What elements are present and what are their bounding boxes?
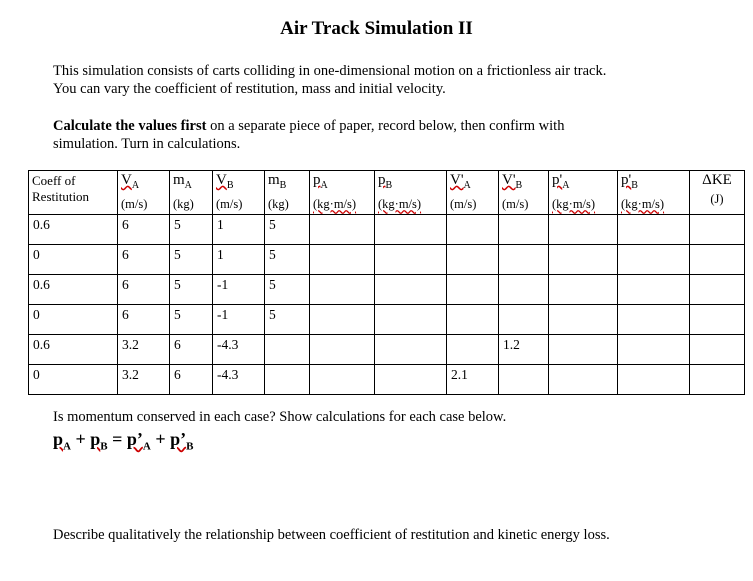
table-cell: 0: [29, 305, 118, 335]
table-cell: 6: [170, 335, 213, 365]
table-row: [29, 245, 745, 275]
table-cell: [447, 245, 499, 275]
table-cell: 5: [265, 215, 310, 245]
intro-paragraph: [53, 62, 713, 98]
eq-pb: $p_B$: [90, 429, 108, 453]
table-cell: 5: [170, 275, 213, 305]
table-cell: 5: [265, 245, 310, 275]
table-cell: [447, 335, 499, 365]
intro-line-1: This simulation consists of carts colliding in one-dimensional motion on a frictionless air track.: [53, 63, 607, 79]
table-cell: 6: [118, 275, 170, 305]
table-cell: [549, 365, 618, 395]
table-row: [29, 275, 745, 305]
table-cell: [310, 215, 375, 245]
table-cell: [618, 275, 690, 305]
table-cell: 0.6: [29, 275, 118, 305]
instructions-line-2: simulation. Turn in calculations.: [53, 136, 241, 152]
table-cell: 0: [29, 365, 118, 395]
table-cell: 0.6: [29, 215, 118, 245]
table-cell: [265, 335, 310, 365]
table-cell: [690, 365, 745, 395]
table-cell: [310, 275, 375, 305]
table-cell: [499, 245, 549, 275]
table-cell: [375, 275, 447, 305]
question-restitution: Describe qualitatively the relationship between coefficient of restitution and kinetic energy loss.: [53, 527, 610, 543]
table-cell: [690, 215, 745, 245]
table-cell: [310, 245, 375, 275]
header-col-4: $m_B$ (kg): [265, 171, 310, 215]
table-cell: [549, 335, 618, 365]
table-cell: [265, 365, 310, 395]
page-title: Air Track Simulation II: [280, 18, 473, 39]
header-col-5: $p_A$ (kg·m/s): [310, 171, 375, 215]
table-cell: [549, 215, 618, 245]
table-cell: [499, 365, 549, 395]
header-col-2: $m_A$ (kg): [170, 171, 213, 215]
header-coeff: Coeff of Restitution: [29, 171, 118, 215]
table-cell: [499, 275, 549, 305]
table-cell: 3.2: [118, 335, 170, 365]
table-cell: [549, 245, 618, 275]
header-col-11: ΔKE (J): [690, 171, 745, 215]
table-cell: [310, 305, 375, 335]
table-cell: [690, 305, 745, 335]
table-header-row: [29, 171, 745, 215]
table-cell: [618, 215, 690, 245]
table-cell: [447, 305, 499, 335]
table-cell: [618, 245, 690, 275]
table-cell: [549, 305, 618, 335]
table-row: [29, 305, 745, 335]
table-cell: 5: [170, 215, 213, 245]
table-cell: [618, 365, 690, 395]
header-col-9: $p'_A$ (kg·m/s): [549, 171, 618, 215]
eq-pb-prime: $p’_B$: [170, 429, 194, 453]
table-cell: [375, 215, 447, 245]
table-cell: -1: [213, 275, 265, 305]
header-col-3: $V_B$ (m/s): [213, 171, 265, 215]
intro-line-2: You can vary the coefficient of restitution, mass and initial velocity.: [53, 81, 446, 97]
header-col-10: $p'_B$ (kg·m/s): [618, 171, 690, 215]
header-col-7: $V'_A$ (m/s): [447, 171, 499, 215]
table-cell: [690, 335, 745, 365]
table-cell: [690, 245, 745, 275]
data-table: [28, 170, 745, 395]
table-cell: [499, 215, 549, 245]
header-col-1: $V_A$ (m/s): [118, 171, 170, 215]
table-cell: 6: [170, 365, 213, 395]
table-row: [29, 335, 745, 365]
header-col-6: $p_B$ (kg·m/s): [375, 171, 447, 215]
table-cell: 2.1: [447, 365, 499, 395]
table-cell: 5: [265, 275, 310, 305]
table-cell: 6: [118, 245, 170, 275]
table-cell: 5: [265, 305, 310, 335]
table-cell: -1: [213, 305, 265, 335]
table-cell: [310, 335, 375, 365]
table-cell: 0.6: [29, 335, 118, 365]
instructions-rest: on a separate piece of paper, record below, then confirm with: [206, 118, 565, 134]
table-row: [29, 215, 745, 245]
momentum-equation: $p_A + p_B$ = $p’_A$ + $p’_B$: [53, 429, 194, 453]
eq-pa-prime: $p’_A$: [126, 429, 151, 453]
table-cell: [375, 365, 447, 395]
table-cell: 5: [170, 305, 213, 335]
table-cell: [447, 275, 499, 305]
table-cell: 1: [213, 245, 265, 275]
table-cell: 1.2: [499, 335, 549, 365]
table-cell: -4.3: [213, 365, 265, 395]
table-cell: [375, 335, 447, 365]
table-cell: [618, 305, 690, 335]
table-cell: -4.3: [213, 335, 265, 365]
instructions-bold: Calculate the values first: [53, 118, 207, 134]
question-momentum: Is momentum conserved in each case? Show calculations for each case below.: [53, 409, 507, 425]
instructions-paragraph: [53, 117, 713, 153]
table-cell: [690, 275, 745, 305]
table-cell: 5: [170, 245, 213, 275]
table-cell: [499, 305, 549, 335]
table-cell: [447, 215, 499, 245]
table-cell: 6: [118, 215, 170, 245]
table-row: [29, 365, 745, 395]
table-cell: [375, 305, 447, 335]
table-cell: [310, 365, 375, 395]
eq-pa: $p_A$: [53, 429, 71, 453]
table-cell: 0: [29, 245, 118, 275]
header-col-8: $V'_B$ (m/s): [499, 171, 549, 215]
table-cell: [375, 245, 447, 275]
table-cell: 6: [118, 305, 170, 335]
table-cell: [618, 335, 690, 365]
table-body: [29, 215, 745, 395]
table-cell: [549, 275, 618, 305]
table-cell: 1: [213, 215, 265, 245]
table-cell: 3.2: [118, 365, 170, 395]
